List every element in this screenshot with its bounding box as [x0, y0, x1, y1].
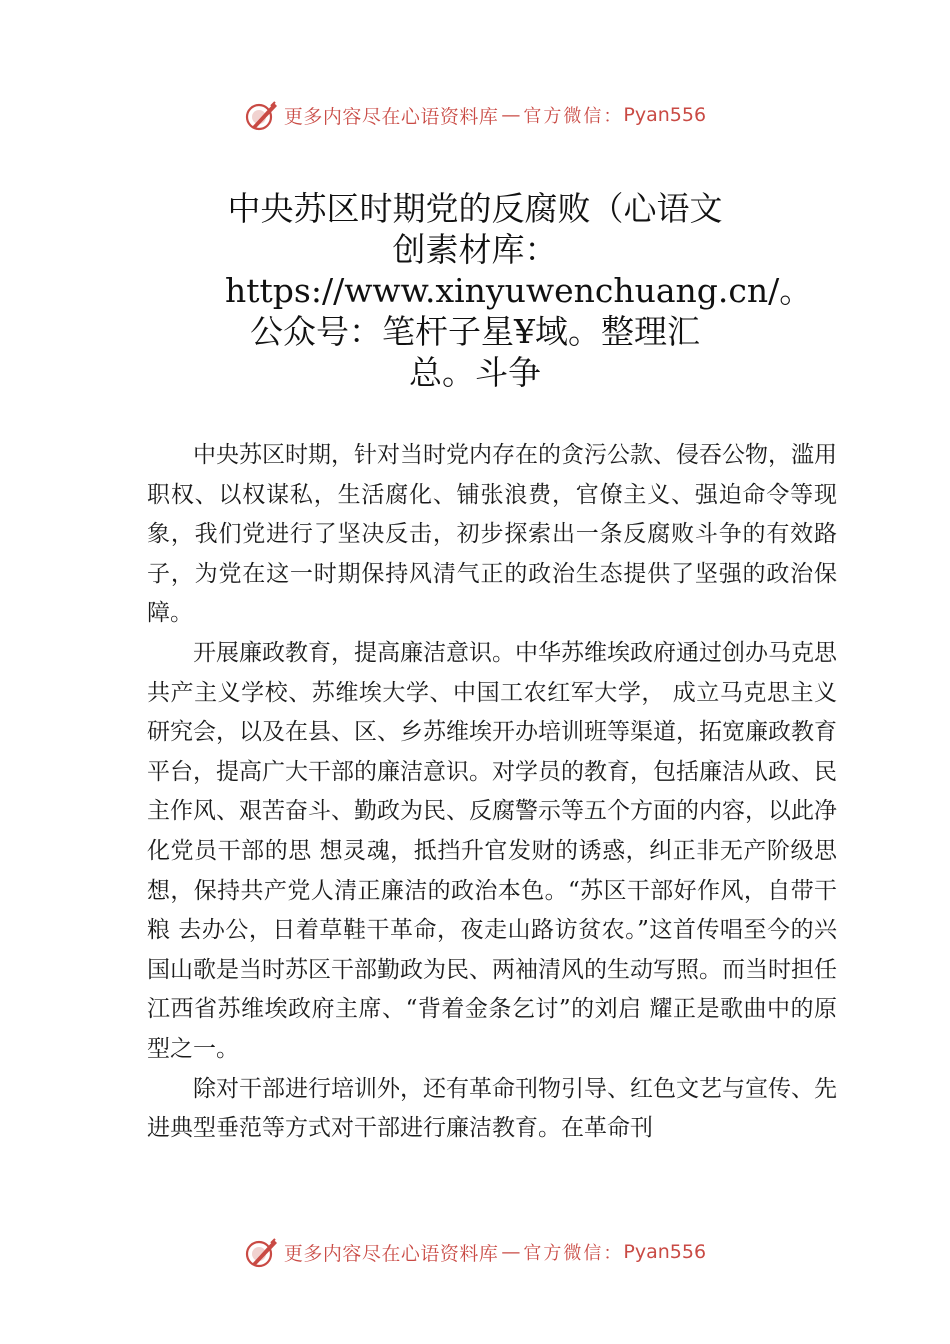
- paragraph: 中央苏区时期，针对当时党内存在的贪污公款、侵吞公物，滥用职权、以权谋私，生活腐化、铺张浪费，官僚主义、强迫命令等现象，我们党进行了坚决反击，初步探索出一条反腐败斗争的有效路子，为党在这一时期保持风清气正的政治生态提供了坚强的政治保障。: [147, 442, 837, 627]
- banner-text: 更多内容尽在心语资料库: [283, 105, 499, 128]
- banner-text: 更多内容尽在心语资料库: [283, 1242, 499, 1265]
- wechat-id: Pyan556: [623, 104, 707, 126]
- wechat-label: 官方微信：: [523, 106, 624, 127]
- document-body: [147, 436, 837, 1149]
- banner-separator: —: [501, 104, 521, 126]
- wechat-label: 官方微信：: [523, 1243, 624, 1264]
- document-title: 中央苏区时期党的反腐败（心语文创素材库：https://www.xinyuwenchuang.cn/。公众号：笔杆子星¥域。整理汇总。斗争: [225, 189, 813, 392]
- paragraph: 除对干部进行培训外，还有革命刊物引导、红色文艺与宣传、先进典型垂范等方式对干部进行廉洁教育。在革命刊: [147, 1075, 837, 1142]
- footer-banner: [0, 1232, 950, 1272]
- quill-pen-logo-icon: [244, 97, 280, 133]
- banner-separator: —: [501, 1241, 521, 1263]
- header-banner: [0, 95, 950, 135]
- paragraph: 开展廉政教育，提高廉洁意识。中华苏维埃政府通过创办马克思共产主义学校、苏维埃大学、中国工农红军大学， 成立马克思主义研究会，以及在县、区、乡苏维埃开办培训班等渠道，拓宽廉政教育平台，提高广大干部的廉洁意识。对学员的教育，包括廉洁从政、民主作风、艰苦奋斗、勤政为民、反腐警示等五个方面的内容，以此净化党员干部的思 想灵魂，抵挡升官发财的诱惑，纠正非无产阶级思想，保持共产党人清正廉洁的政治本色。“苏区干部好作风，自带干粮 去办公，日着草鞋干革命，夜走山路访贫农。”这首传唱至今的兴国山歌是当时苏区干部勤政为民、两袖清风的生动写照。而当时担任江西省苏维埃政府主席、“背着金条乞讨”的刘启 耀正是歌曲中的原型之一。: [147, 639, 837, 1062]
- quill-pen-logo-icon: [244, 1234, 280, 1270]
- wechat-id: Pyan556: [623, 1241, 707, 1263]
